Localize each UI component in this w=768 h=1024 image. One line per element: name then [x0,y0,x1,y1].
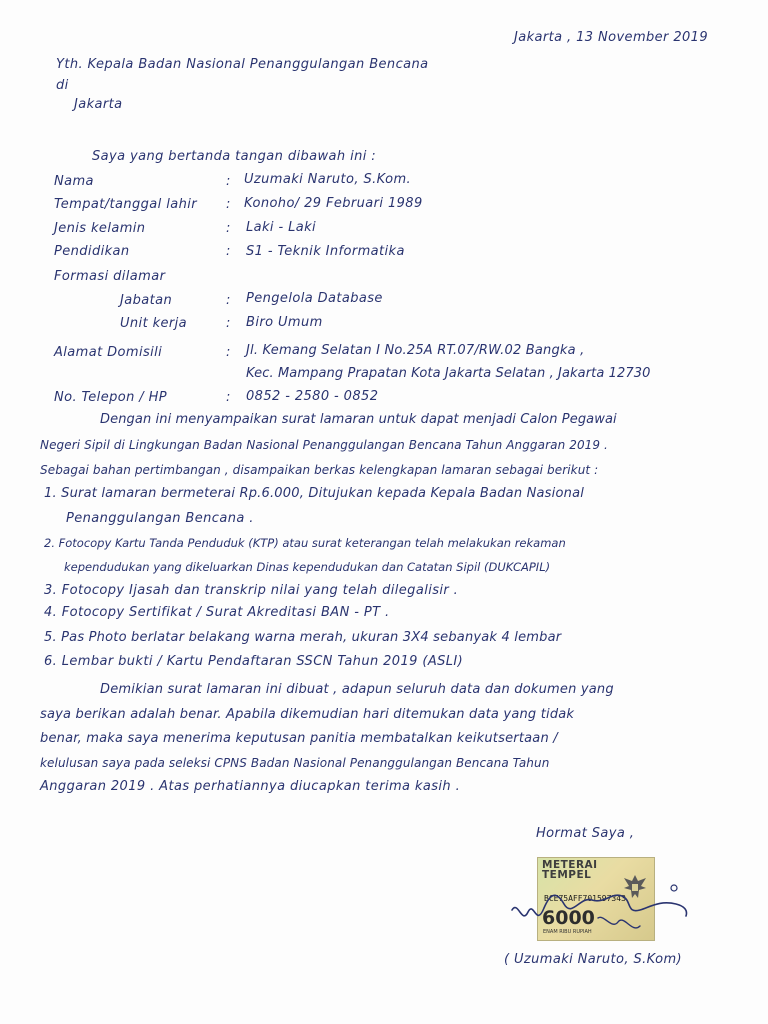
field-value-birth: Konoho/ 29 Februari 1989 [244,196,423,211]
signer-name: ( Uzumaki Naruto, S.Kom) [504,952,683,967]
field-label-position: Jabatan [120,293,173,308]
field-value-address-1: Jl. Kemang Selatan I No.25A RT.07/RW.02 Bangka , [246,343,585,358]
field-value-address-2: Kec. Mampang Prapatan Kota Jakarta Selatan , Jakarta 12730 [246,366,651,381]
field-colon-address: : [226,345,231,360]
list-item-6: 6. Lembar bukti / Kartu Pendaftaran SSCN Tahun 2019 (ASLI) [44,654,464,669]
stamp-title-line-1: METERAI [542,859,598,871]
signature-drawing [500,870,700,950]
intro-line-3: Sebagai bahan pertimbangan , disampaikan berkas kelengkapan lamaran sebagai berikut : [40,463,599,477]
field-label-education: Pendidikan [54,244,130,259]
field-colon-education: : [226,244,231,259]
recipient-line-3: Jakarta [74,97,123,112]
field-value-education: S1 - Teknik Informatika [246,244,405,259]
list-item-1: 1. Surat lamaran bermeterai Rp.6.000, Ditujukan kepada Kepala Badan Nasional [44,486,585,501]
stamp-value: 6000 [542,907,595,929]
stamp-title-line-2: TEMPEL [542,869,592,881]
intro-line-2: Negeri Sipil di Lingkungan Badan Nasional Penanggulangan Bencana Tahun Anggaran 2019 . [40,438,608,452]
list-item-3: 3. Fotocopy Ijasah dan transkrip nilai yang telah dilegalisir . [44,583,459,598]
field-colon-name: : [226,174,231,189]
field-label-address: Alamat Domisili [54,345,163,360]
opening-line: Saya yang bertanda tangan dibawah ini : [92,149,377,164]
place-date: Jakarta , 13 November 2019 [514,30,709,45]
stamp-serial: BCE75AFF701597343 [544,894,626,903]
field-label-birth: Tempat/tanggal lahir [54,197,197,212]
closing-line-2: saya berikan adalah benar. Apabila dikemudian hari ditemukan data yang tidak [40,707,575,722]
field-label-formation: Formasi dilamar [54,269,166,284]
list-item-1-continued: Penanggulangan Bencana . [66,511,254,526]
field-value-gender: Laki - Laki [246,220,317,235]
recipient-line-1: Yth. Kepala Badan Nasional Penanggulangan Bencana [56,57,429,72]
field-label-gender: Jenis kelamin [54,221,146,236]
list-item-5: 5. Pas Photo berlatar belakang warna merah, ukuran 3X4 sebanyak 4 lembar [44,630,562,645]
recipient-line-2: di [56,78,69,93]
field-value-position: Pengelola Database [246,291,383,306]
field-colon-unit: : [226,316,231,331]
field-value-name: Uzumaki Naruto, S.Kom. [244,172,412,187]
field-label-unit: Unit kerja [120,316,188,331]
field-label-phone: No. Telepon / HP [54,390,167,405]
field-colon-birth: : [226,197,231,212]
field-value-unit: Biro Umum [246,315,323,330]
field-colon-phone: : [226,390,231,405]
stamp-value-words: ENAM RIBU RUPIAH [543,929,592,935]
salutation: Hormat Saya , [536,826,635,841]
closing-line-4: kelulusan saya pada seleksi CPNS Badan Nasional Penanggulangan Bencana Tahun [40,756,550,770]
field-value-phone: 0852 - 2580 - 0852 [246,389,379,404]
field-colon-gender: : [226,221,231,236]
closing-line-3: benar, maka saya menerima keputusan panitia membatalkan keikutsertaan / [40,731,558,746]
field-label-name: Nama [54,174,94,189]
closing-line-5: Anggaran 2019 . Atas perhatiannya diucapkan terima kasih . [40,779,461,794]
intro-line-1: Dengan ini menyampaikan surat lamaran untuk dapat menjadi Calon Pegawai [100,412,617,427]
closing-line-1: Demikian surat lamaran ini dibuat , adapun seluruh data dan dokumen yang [100,682,614,697]
field-colon-position: : [226,293,231,308]
list-item-4: 4. Fotocopy Sertifikat / Surat Akreditasi BAN - PT . [44,605,390,620]
list-item-2-continued: kependudukan yang dikeluarkan Dinas kependudukan dan Catatan Sipil (DUKCAPIL) [64,560,551,574]
list-item-2: 2. Fotocopy Kartu Tanda Penduduk (KTP) atau surat keterangan telah melakukan rekaman [44,536,566,550]
